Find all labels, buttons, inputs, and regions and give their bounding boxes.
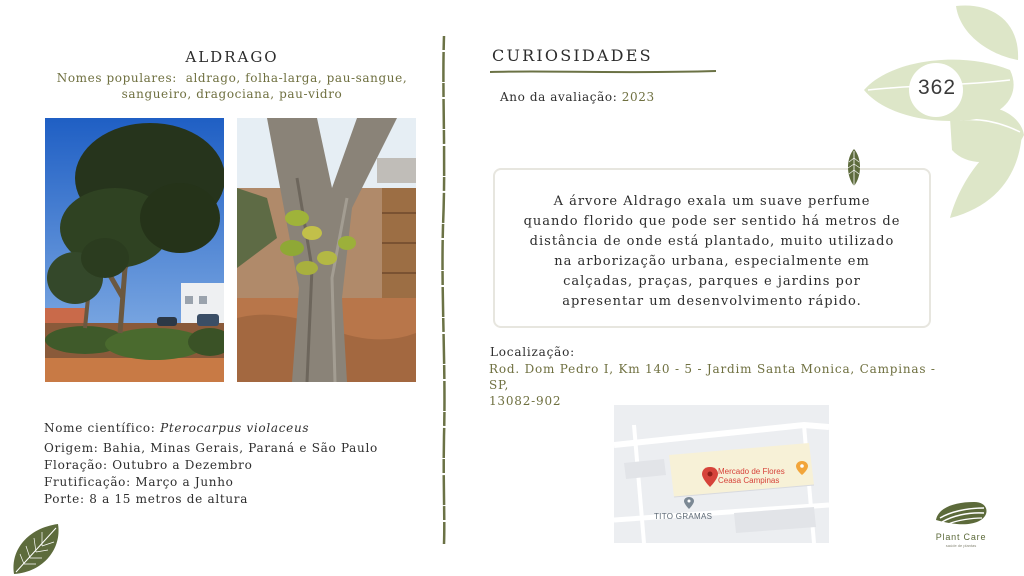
- curiosity-line: calçadas, praças, parques e jardins por: [563, 274, 861, 289]
- map-poi-label: TITO GRAMAS: [654, 512, 713, 521]
- popular-names-line1: aldrago, folha-larga, pau-sangue,: [185, 71, 408, 85]
- curiosity-text: [505, 192, 919, 312]
- curiosity-line: distância de onde está plantado, muito utilizado: [529, 234, 895, 249]
- flowering-row: Floração: Outubro a Dezembro: [44, 458, 253, 472]
- fruiting-row: Frutificação: Março a Junho: [44, 475, 234, 489]
- plant-care-logo-icon: [934, 500, 988, 530]
- evaluation-number: 362: [917, 76, 957, 99]
- evaluation-year: [500, 90, 655, 104]
- popular-names: [44, 70, 420, 102]
- popular-names-line2: sangueiro, dragociana, pau-vidro: [121, 87, 343, 101]
- address-line2: 13082-902: [489, 394, 562, 408]
- popular-names-label: Nomes populares:: [56, 71, 177, 85]
- curiosity-line: A árvore Aldrago exala um suave perfume: [553, 194, 871, 209]
- year-label: Ano da avaliação:: [500, 90, 618, 104]
- map-place-label: [718, 467, 785, 485]
- scientific-name: Pterocarpus violaceus: [160, 421, 310, 435]
- curiosidades-title: CURIOSIDADES: [492, 46, 653, 65]
- scientific-name-row: [44, 420, 424, 437]
- brand-name: Plant Care: [935, 532, 987, 542]
- leaf-icon: [8, 520, 64, 576]
- curiosity-line: quando florido que pode ser sentido há metros de: [523, 214, 901, 229]
- address-line1: Rod. Dom Pedro I, Km 140 - 5 - Jardim Santa Monica, Campinas - SP,: [489, 362, 936, 392]
- species-details: [44, 420, 424, 508]
- map-place-line2: Ceasa Campinas: [718, 476, 780, 485]
- species-title: ALDRAGO: [185, 48, 279, 66]
- location-address: [489, 361, 959, 409]
- title-underline: [490, 67, 716, 77]
- curiosity-line: apresentar um desenvolvimento rápido.: [562, 294, 862, 309]
- decorative-leaves-icon: [860, 0, 1024, 230]
- year-value: 2023: [621, 90, 655, 104]
- tree-canopy-photo: [45, 118, 224, 382]
- tree-trunk-photo: [237, 118, 416, 382]
- scientific-name-label: Nome científico:: [44, 421, 156, 435]
- location-map[interactable]: [614, 405, 829, 543]
- map-place-line1: Mercado de Flores: [718, 467, 785, 476]
- size-row: Porte: 8 a 15 metros de altura: [44, 492, 249, 506]
- origin-row: Origem: Bahia, Minas Gerais, Paraná e São Paulo: [44, 441, 378, 455]
- curiosity-line: na arborização urbana, especialmente em: [554, 254, 870, 269]
- vertical-divider: [436, 36, 452, 544]
- brand-tagline: saúde de plantas: [945, 543, 977, 548]
- location-label: Localização:: [490, 345, 575, 359]
